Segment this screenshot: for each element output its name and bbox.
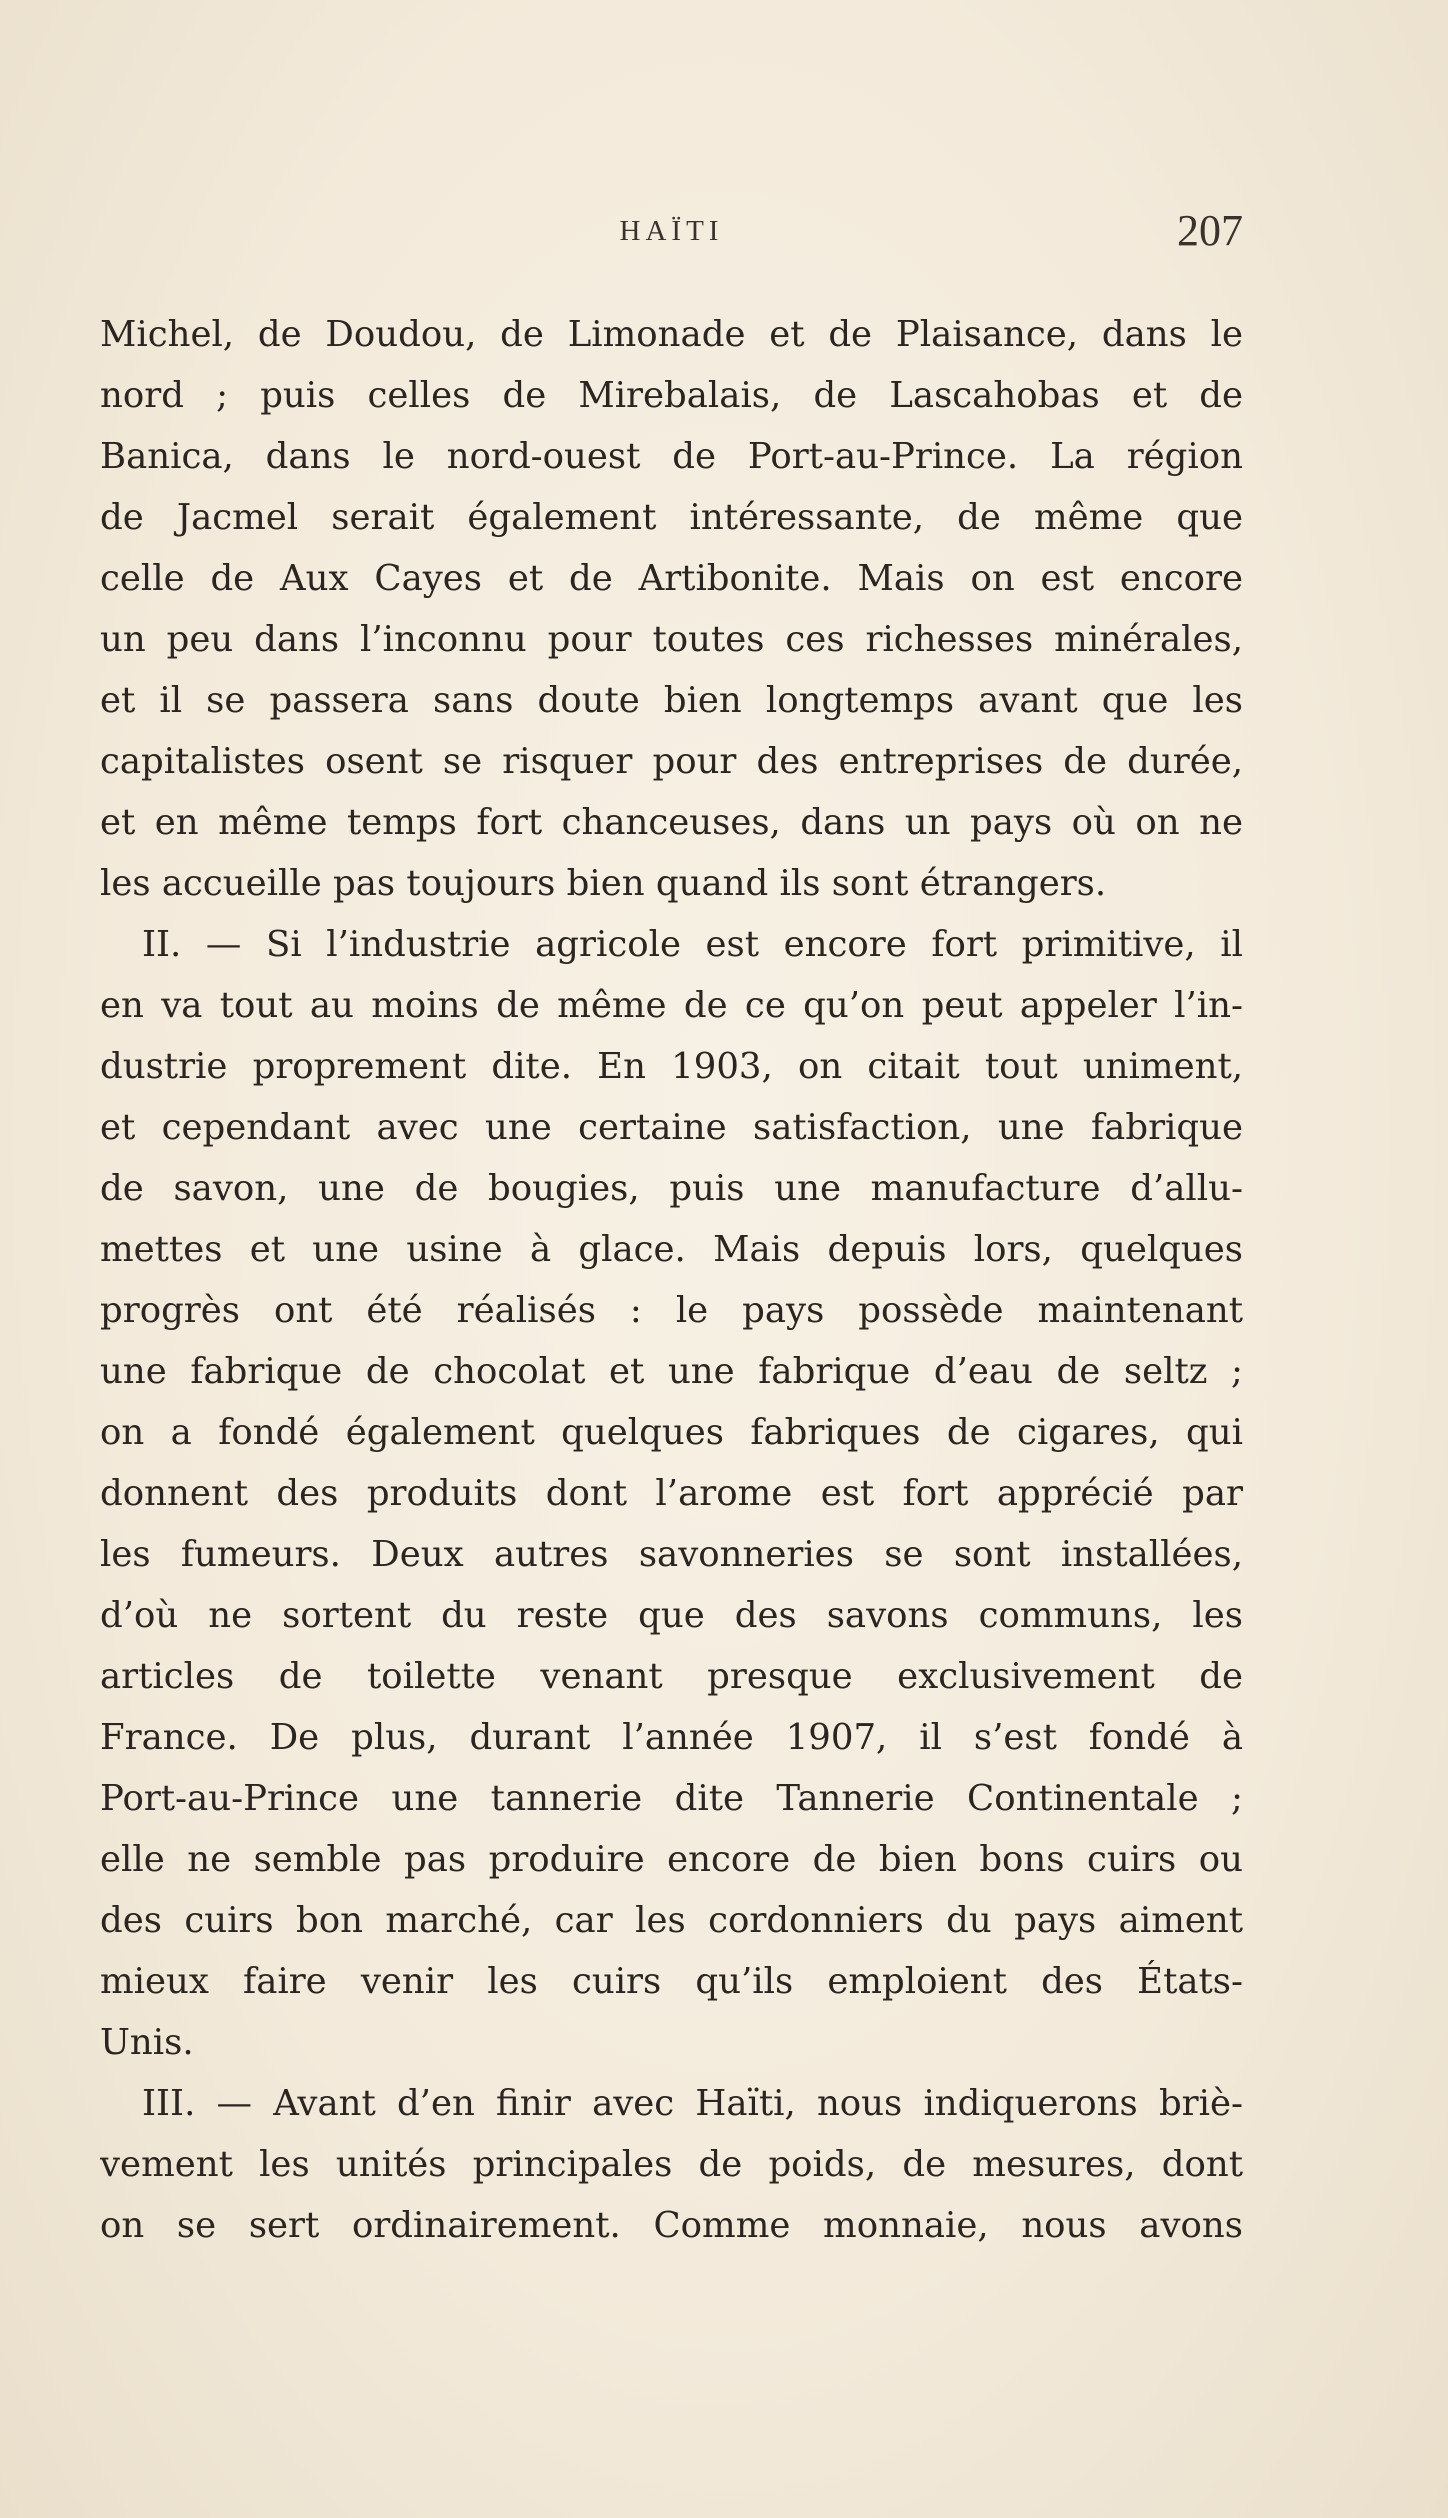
text-line: Port-au-Prince une tannerie dite Tannerie Continentale ; xyxy=(100,1778,1243,1819)
text-line: on a fondé également quelques fabriques de cigares, qui xyxy=(100,1412,1243,1453)
text-line: d’où ne sortent du reste que des savons communs, les xyxy=(100,1595,1243,1636)
text-line: vement les unités principales de poids, de mesures, dont xyxy=(100,2144,1243,2185)
text-line: et cependant avec une certaine satisfaction, une fabrique xyxy=(100,1107,1243,1148)
text-line: de Jacmel serait également intéressante, de même que xyxy=(100,497,1243,538)
text-line: III. — Avant d’en finir avec Haïti, nous indiquerons briè- xyxy=(142,2083,1243,2124)
text-line: donnent des produits dont l’arome est fort apprécié par xyxy=(100,1473,1243,1514)
text-line: articles de toilette venant presque exclusivement de xyxy=(100,1656,1243,1697)
text-line: un peu dans l’inconnu pour toutes ces richesses minérales, xyxy=(100,619,1243,660)
text-line: et en même temps fort chanceuses, dans un pays où on ne xyxy=(100,802,1243,843)
text-line: France. De plus, durant l’année 1907, il s’est fondé à xyxy=(100,1717,1243,1758)
text-line: Michel, de Doudou, de Limonade et de Plaisance, dans le xyxy=(100,314,1243,355)
running-title: HAÏTI xyxy=(619,215,724,247)
text-line: elle ne semble pas produire encore de bien bons cuirs ou xyxy=(100,1839,1243,1880)
page-number: 207 xyxy=(1177,206,1243,255)
text-line: II. — Si l’industrie agricole est encore fort primitive, il xyxy=(142,924,1243,965)
text-line: des cuirs bon marché, car les cordonniers du pays aiment xyxy=(100,1900,1243,1941)
text-line: on se sert ordinairement. Comme monnaie, nous avons xyxy=(100,2205,1243,2246)
text-line: progrès ont été réalisés : le pays possède maintenant xyxy=(100,1290,1243,1331)
running-head xyxy=(100,205,1243,265)
text-line: les accueille pas toujours bien quand ils sont étrangers. xyxy=(100,863,1107,904)
text-line: capitalistes osent se risquer pour des entreprises de durée, xyxy=(100,741,1243,782)
text-line: en va tout au moins de même de ce qu’on peut appeler l’in- xyxy=(100,985,1243,1026)
text-line: nord ; puis celles de Mirebalais, de Lascahobas et de xyxy=(100,375,1243,416)
text-line: une fabrique de chocolat et une fabrique d’eau de seltz ; xyxy=(100,1351,1243,1392)
text-line: celle de Aux Cayes et de Artibonite. Mais on est encore xyxy=(100,558,1243,599)
body-text xyxy=(100,304,1243,2256)
text-line: mettes et une usine à glace. Mais depuis lors, quelques xyxy=(100,1229,1243,1270)
text-line: mieux faire venir les cuirs qu’ils emploient des États- xyxy=(100,1961,1243,2002)
text-line: et il se passera sans doute bien longtemps avant que les xyxy=(100,680,1243,721)
text-line: les fumeurs. Deux autres savonneries se sont installées, xyxy=(100,1534,1243,1575)
text-line: Banica, dans le nord-ouest de Port-au-Prince. La région xyxy=(100,436,1243,477)
text-line: Unis. xyxy=(100,2022,194,2063)
text-line: de savon, une de bougies, puis une manufacture d’allu- xyxy=(100,1168,1243,1209)
text-line: dustrie proprement dite. En 1903, on citait tout uniment, xyxy=(100,1046,1243,1087)
